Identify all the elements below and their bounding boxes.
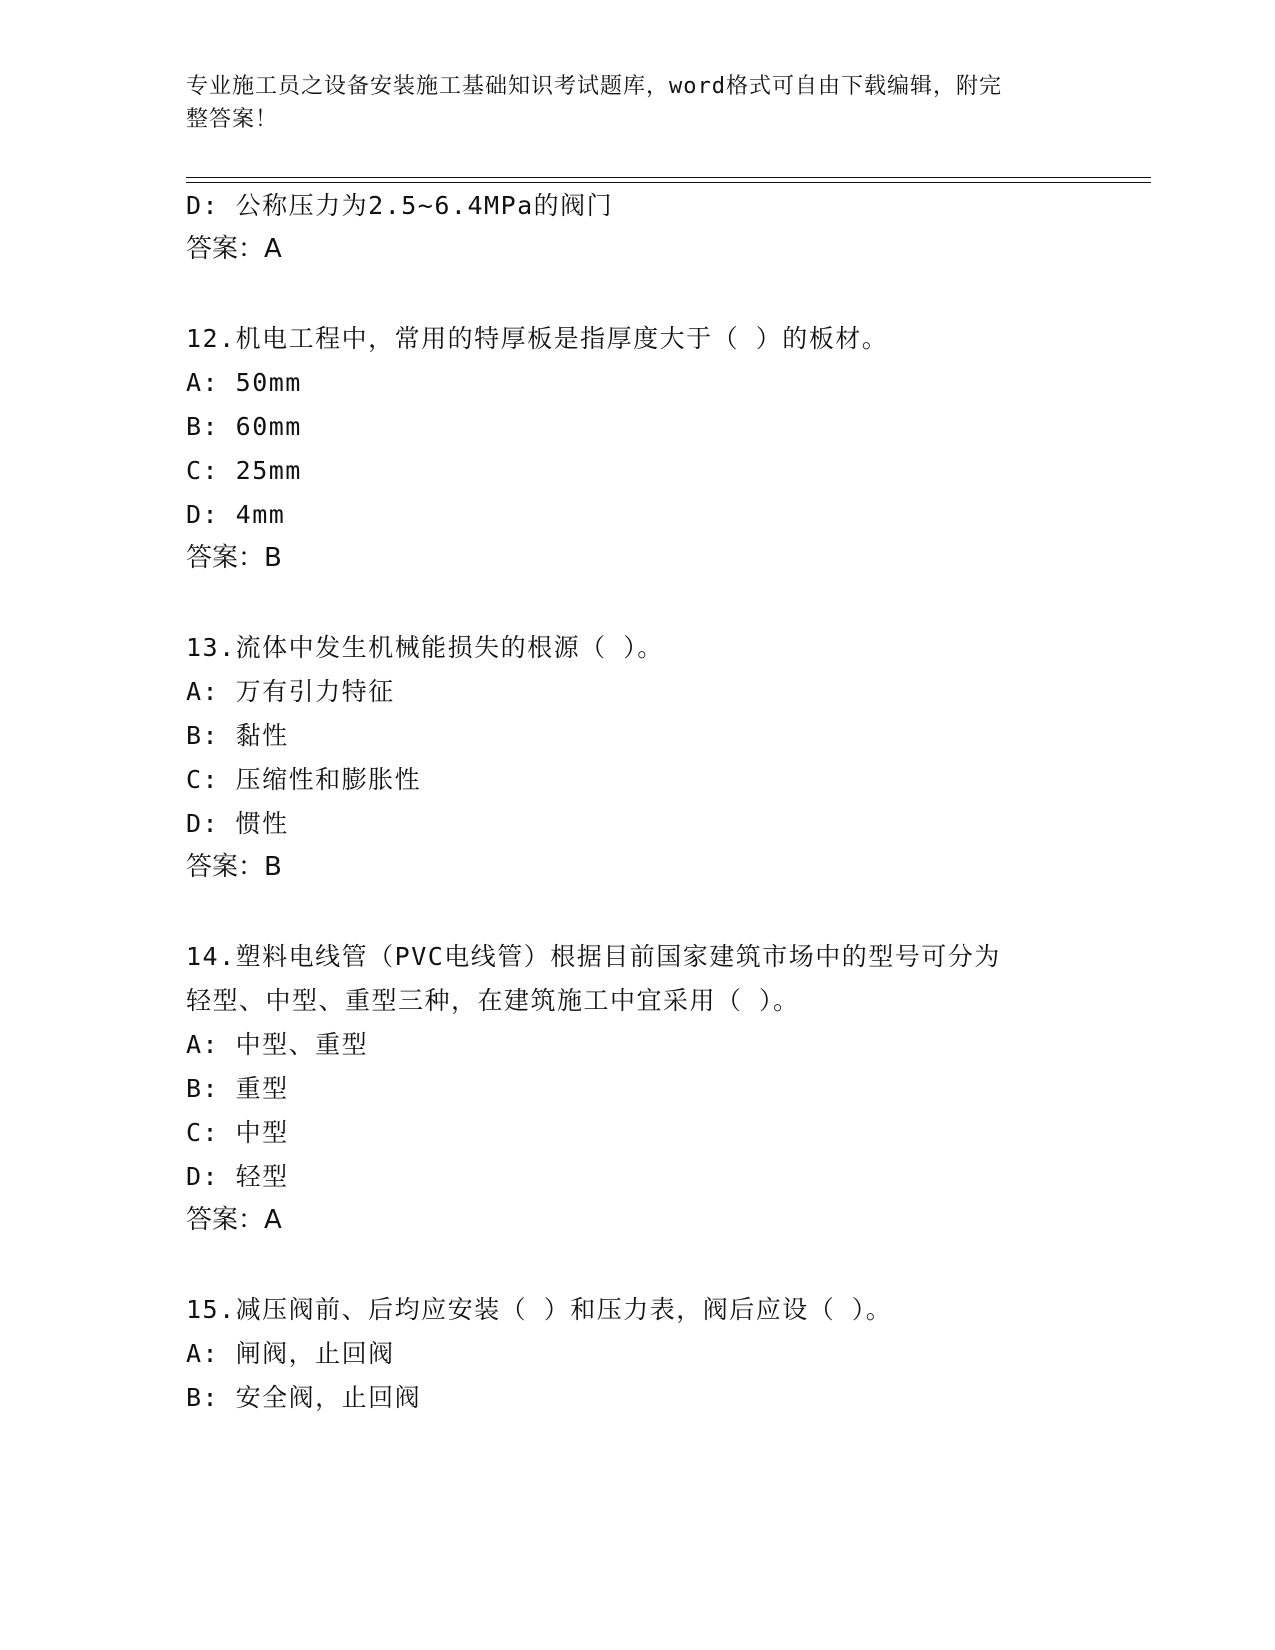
prev-answer	[186, 233, 282, 265]
q14-stem-line-2: 轻型、中型、重型三种，在建筑施工中宜采用（ ）。	[186, 986, 800, 1015]
q13-option-a: A: 万有引力特征	[186, 677, 395, 706]
q14-option-c: C: 中型	[186, 1118, 289, 1147]
q13-answer	[186, 851, 282, 883]
answer-label: 答案：	[186, 852, 265, 882]
q12-option-b: B: 60mm	[186, 412, 302, 441]
answer-label: 答案：	[186, 234, 265, 264]
q12-option-d: D: 4mm	[186, 500, 286, 529]
q15-stem: 15.减压阀前、后均应安装（ ）和压力表，阀后应设（ ）。	[186, 1295, 893, 1324]
q14-option-a: A: 中型、重型	[186, 1030, 369, 1059]
q15-option-a: A: 闸阀，止回阀	[186, 1339, 395, 1368]
answer-value: B	[264, 543, 282, 573]
prev-option-d: D: 公称压力为2.5~6.4MPa的阀门	[186, 191, 614, 220]
q13-stem: 13.流体中发生机械能损失的根源（ ）。	[186, 633, 664, 662]
q13-option-d: D: 惯性	[186, 809, 289, 838]
header-line-1: 专业施工员之设备安装施工基础知识考试题库，word格式可自由下载编辑，附完	[186, 74, 1002, 99]
q13-option-b: B: 黏性	[186, 721, 289, 750]
answer-value: A	[264, 234, 282, 264]
header-line-2: 整答案！	[186, 107, 279, 132]
q14-stem-line-1: 14.塑料电线管（PVC电线管）根据目前国家建筑市场中的型号可分为	[186, 942, 1001, 971]
q12-answer	[186, 542, 282, 574]
header-divider-bottom	[186, 182, 1151, 183]
header-divider-top	[186, 177, 1151, 178]
answer-value: B	[264, 852, 282, 882]
document-header	[186, 70, 1066, 136]
q14-answer	[186, 1204, 282, 1236]
answer-label: 答案：	[186, 1205, 265, 1235]
q12-option-c: C: 25mm	[186, 456, 302, 485]
q12-stem: 12.机电工程中，常用的特厚板是指厚度大于（ ）的板材。	[186, 324, 889, 353]
q13-option-c: C: 压缩性和膨胀性	[186, 765, 422, 794]
q15-option-b: B: 安全阀，止回阀	[186, 1383, 422, 1412]
answer-label: 答案：	[186, 543, 265, 573]
q14-option-b: B: 重型	[186, 1074, 289, 1103]
q12-option-a: A: 50mm	[186, 368, 302, 397]
answer-value: A	[264, 1205, 282, 1235]
q14-option-d: D: 轻型	[186, 1162, 289, 1191]
